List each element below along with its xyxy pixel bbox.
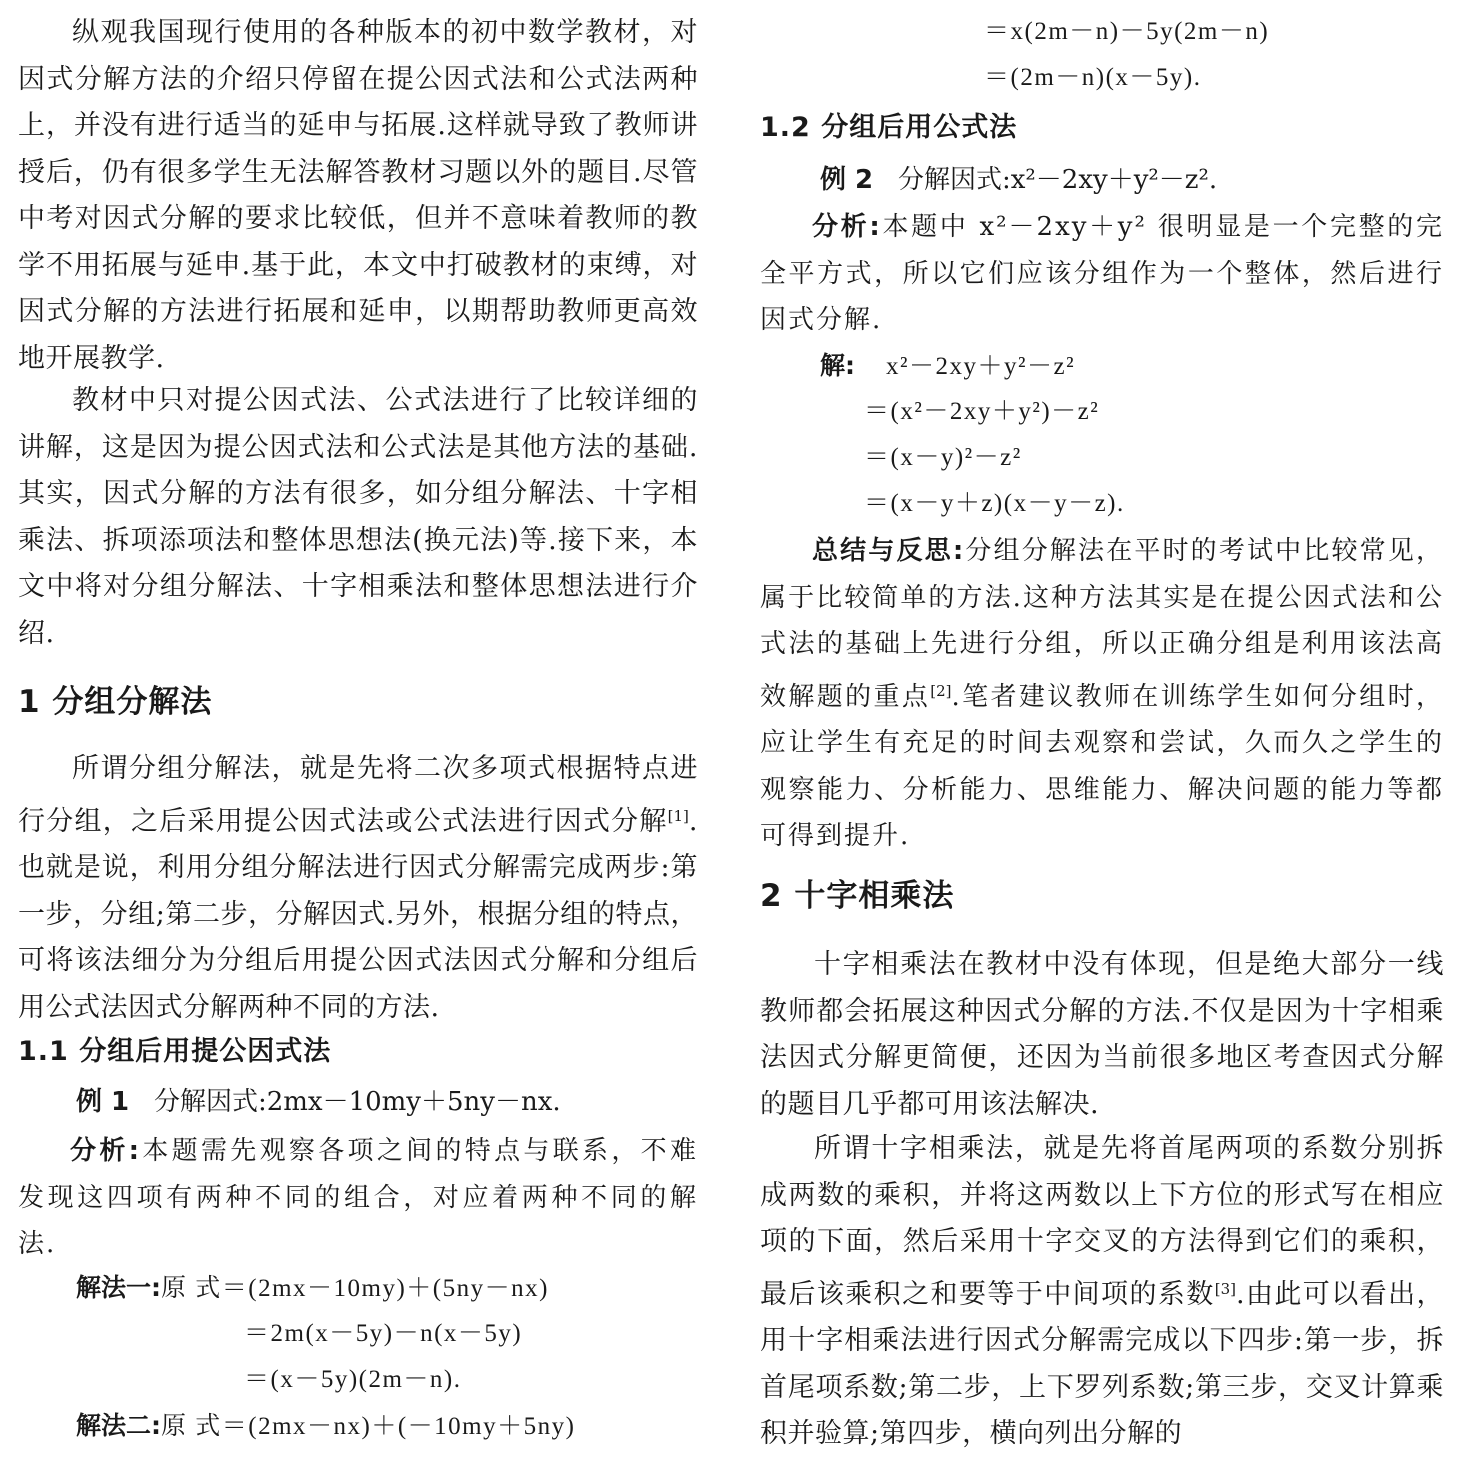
summary-paragraph: 总结与反思:分组分解法在平时的考试中比较常见，属于比较简单的方法.这种方法其实是在提公因式法和公式法的基础上先进行分组，所以正确分组是利用该法高效解题的重点[2].笔者建议教师在训练学生如何分组时，应让学生有充足的时间去观察和尝试，久而久之学生的观察能力、分析能力、思维能力、解决问题的能力等都可得到提升.	[760, 536, 1444, 851]
solution-3-line-3: ＝(x－y)²－z²	[864, 444, 1022, 471]
subsection-1-1-title: 1.1 分组后用提公因式法	[18, 1036, 332, 1067]
analysis-2: 分析:本题中 x²－2xy＋y² 很明显是一个完整的完全平方式，所以它们应该分组作为一个整体，然后进行因式分解.	[760, 212, 1444, 335]
subsection-1-2-title: 1.2 分组后用公式法	[760, 112, 1018, 143]
example-1-text: 分解因式:2mx－10my＋5ny－nx.	[153, 1087, 561, 1117]
solution-1-line-1: 解法一:原 式＝(2mx－10my)＋(5ny－nx)	[76, 1273, 549, 1302]
example-2	[820, 160, 1217, 200]
example-2-text: 分解因式:x²－2xy＋y²－z².	[897, 165, 1218, 195]
analysis-1: 分析:本题需先观察各项之间的特点与联系，不难发现这四项有两种不同的组合，对应着两种不同的解法.	[18, 1136, 698, 1259]
section-1-title: 1 分组分解法	[18, 684, 213, 720]
analysis-2-label: 分析:	[812, 212, 882, 242]
solution-2-line-2: ＝x(2m－n)－5y(2m－n)	[984, 18, 1270, 45]
intro-paragraph-1: 纵观我国现行使用的各种版本的初中数学教材，对因式分解方法的介绍只停留在提公因式法和公式法两种上，并没有进行适当的延申与拓展.这样就导致了教师讲授后，仍有很多学生无法解答教材习题以外的题目.尽管中考对因式分解的要求比较低，但并不意味着教师的教学不用拓展与延申.基于此，本文中打破教材的束缚，对因式分解的方法进行拓展和延申，以期帮助教师更高效地开展教学.	[18, 17, 698, 374]
section-2-paragraph-2: 所谓十字相乘法，就是先将首尾两项的系数分别拆成两数的乘积，并将这两数以上下方位的形式写在相应项的下面，然后采用十字交叉的方法得到它们的乘积，最后该乘积之和要等于中间项的系数[3].由此可以看出，用十字相乘法进行因式分解需完成以下四步:第一步，拆首尾项系数;第二步，上下罗列系数;第三步，交叉计算乘积并验算;第四步，横向列出分解的	[760, 1133, 1444, 1449]
solution-2-label: 解法二:	[76, 1411, 161, 1440]
section-1-paragraph: 所谓分组分解法，就是先将二次多项式根据特点进行分组，之后采用提公因式法或公式法进行因式分解[1].也就是说，利用分组分解法进行因式分解需完成两步:第一步，分组;第二步，分解因式.另外，根据分组的特点，可将该法细分为分组后用提公因式法因式分解和分组后用公式法因式分解两种不同的方法.	[18, 753, 698, 1023]
solution-3-line-4: ＝(x－y＋z)(x－y－z).	[864, 490, 1125, 517]
citation-2: [2]	[930, 681, 952, 700]
summary-label: 总结与反思:	[812, 536, 966, 566]
solution-2-line-3: ＝(2m－n)(x－5y).	[984, 64, 1202, 91]
section-2-paragraph-1: 十字相乘法在教材中没有体现，但是绝大部分一线教师都会拓展这种因式分解的方法.不仅是因为十字相乘法因式分解更简便，还因为当前很多地区考查因式分解的题目几乎都可用该法解决.	[760, 949, 1444, 1120]
solution-1-line-3: ＝(x－5y)(2m－n).	[244, 1366, 462, 1393]
example-1	[76, 1082, 561, 1122]
citation-1: [1]	[667, 806, 689, 825]
solution-1-label: 解法一:	[76, 1273, 161, 1302]
solution-3-line-2: ＝(x²－2xy＋y²)－z²	[864, 398, 1100, 425]
solution-3-label: 解:	[820, 351, 855, 380]
solution-1-line-2: ＝2m(x－5y)－n(x－5y)	[244, 1320, 523, 1347]
intro-paragraph-2: 教材中只对提公因式法、公式法进行了比较详细的讲解，这是因为提公因式法和公式法是其他方法的基础.其实，因式分解的方法有很多，如分组分解法、十字相乘法、拆项添项法和整体思想法(换元法)等.接下来，本文中将对分组分解法、十字相乘法和整体思想法进行介绍.	[18, 385, 698, 649]
citation-3: [3]	[1214, 1279, 1236, 1298]
solution-3-line-1: 解: x²－2xy＋y²－z²	[820, 351, 1076, 380]
section-2-title: 2 十字相乘法	[760, 878, 955, 914]
solution-2-line-1: 解法二:原 式＝(2mx－nx)＋(－10my＋5ny)	[76, 1411, 576, 1440]
example-1-label: 例 1	[76, 1087, 130, 1117]
analysis-1-label: 分析:	[70, 1136, 142, 1166]
example-2-label: 例 2	[820, 165, 874, 195]
